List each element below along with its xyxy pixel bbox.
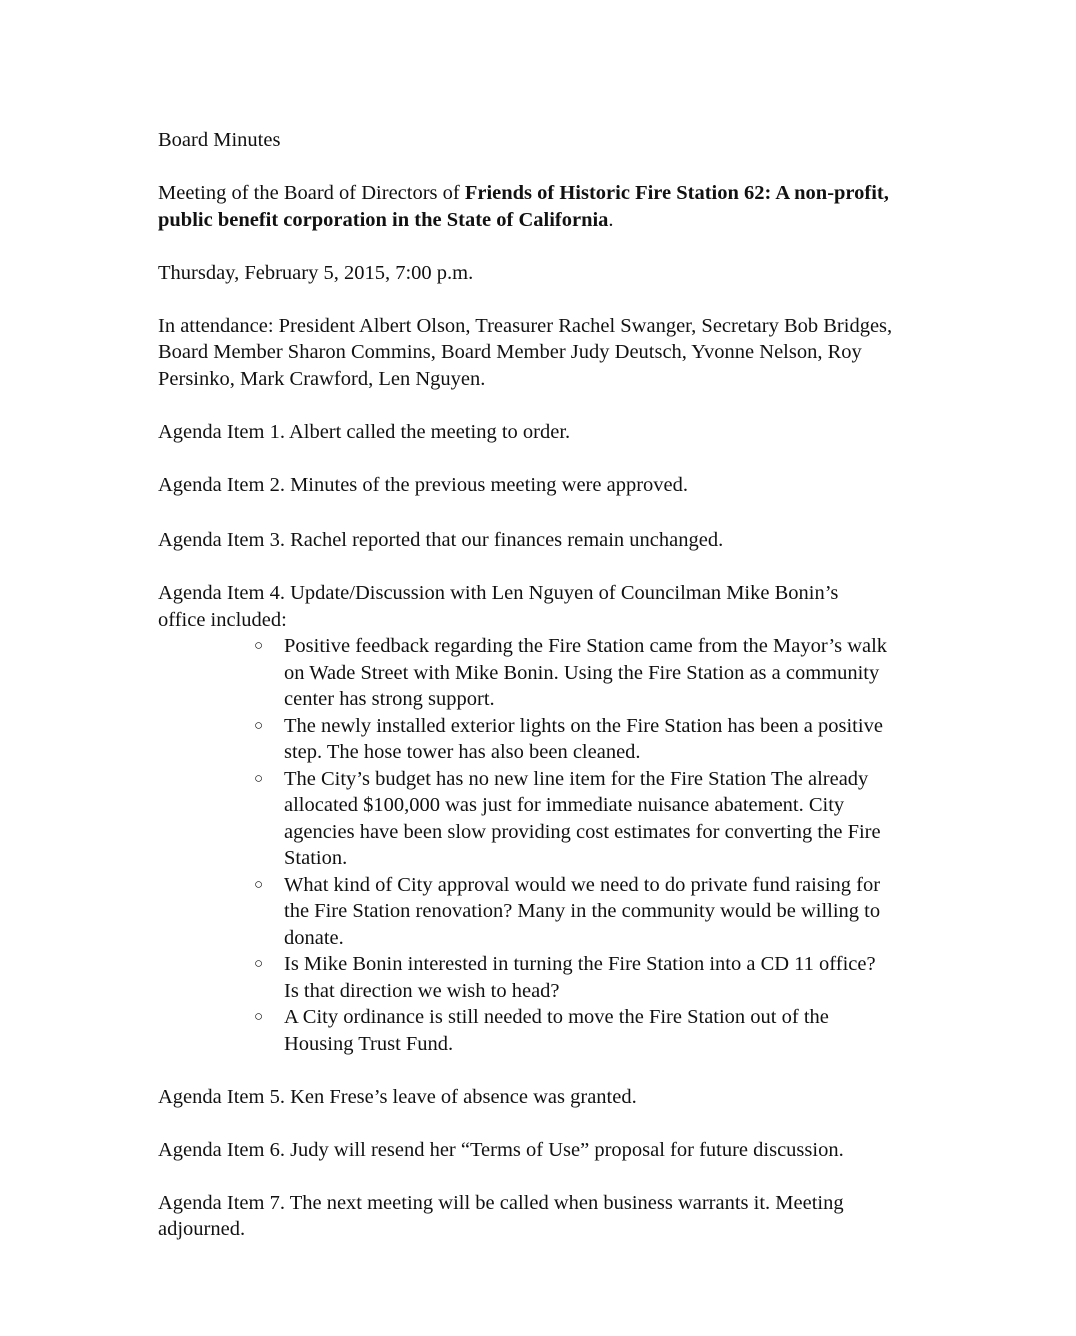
agenda-item-text: Agenda Item 6. Judy will resend her “Terms of Use” proposal for future discussion. [158, 1138, 844, 1161]
attendance-line: Persinko, Mark Crawford, Len Nguyen. [158, 367, 486, 390]
bullet-circle-icon: ○ [254, 638, 264, 654]
list-item-line: A City ordinance is still needed to move the Fire Station out of the [284, 1006, 829, 1028]
bullet-circle-icon: ○ [254, 717, 264, 734]
list-item-line: Station. [284, 847, 348, 869]
meeting-suffix: . [608, 208, 614, 231]
meeting-line-1 [158, 180, 958, 207]
agenda-item-6 [158, 1137, 958, 1164]
agenda-item-text: Agenda Item 2. Minutes of the previous meeting were approved. [158, 473, 688, 496]
list-item-line: What kind of City approval would we need to do private fund raising for [284, 873, 881, 896]
meeting-paragraph [158, 180, 958, 233]
list-item [254, 633, 958, 713]
list-item-line: donate. [284, 926, 344, 949]
agenda-item-text: Agenda Item 1. Albert called the meeting to order. [158, 420, 571, 443]
list-item-line: Is Mike Bonin interested in turning the Fire Station into a CD 11 office? [284, 953, 876, 975]
meeting-line-2 [158, 207, 958, 234]
agenda-item-text: Agenda Item 7. The next meeting will be called when business warrants it. Meeting [158, 1191, 844, 1214]
agenda-item-4 [158, 580, 958, 1057]
list-item-line: The City’s budget has no new line item for the Fire Station The already [284, 767, 869, 790]
agenda-item-text: office included: [158, 608, 287, 631]
list-item-line: allocated $100,000 was just for immediate nuisance abatement. City [284, 794, 845, 816]
organization-name-1: Friends of Historic Fire Station 62: A non-profit, [464, 182, 889, 204]
agenda-item-1 [158, 419, 958, 446]
list-item-line: The newly installed exterior lights on the Fire Station has been a positive [284, 714, 883, 737]
list-item [254, 713, 958, 766]
agenda-item-5 [158, 1084, 958, 1111]
agenda-item-text: Agenda Item 5. Ken Frese’s leave of absence was granted. [158, 1085, 637, 1108]
agenda-item-text: Agenda Item 3. Rachel reported that our finances remain unchanged. [158, 529, 724, 551]
agenda-item-text: adjourned. [158, 1218, 246, 1240]
list-item [254, 872, 958, 952]
attendance-line: In attendance: President Albert Olson, Treasurer Rachel Swanger, Secretary Bob Bridges, [158, 314, 893, 337]
agenda-item-3 [158, 527, 958, 554]
agenda-item-2 [158, 472, 958, 499]
attendance-paragraph [158, 313, 958, 393]
bullet-circle-icon: ○ [254, 956, 264, 972]
list-item-line: step. The hose tower has also been cleaned. [284, 741, 641, 763]
agenda-item-text: Agenda Item 4. Update/Discussion with Len Nguyen of Councilman Mike Bonin’s [158, 582, 839, 604]
list-item-line: the Fire Station renovation? Many in the community would be willing to [284, 900, 881, 922]
list-item-line: agencies have been slow providing cost estimates for converting the Fire [284, 820, 881, 843]
title-text: Board Minutes [158, 129, 281, 151]
meeting-prefix: Meeting of the Board of Directors of [158, 182, 465, 204]
list-item-line: Is that direction we wish to head? [284, 979, 560, 1002]
bullet-circle-icon: ○ [254, 770, 264, 787]
list-item [254, 951, 958, 1004]
date-text: Thursday, February 5, 2015, 7:00 p.m. [158, 261, 474, 284]
document-page [158, 127, 958, 1269]
list-item [254, 766, 958, 872]
attendance-line: Board Member Sharon Commins, Board Member Judy Deutsch, Yvonne Nelson, Roy [158, 341, 862, 363]
organization-name-2: public benefit corporation in the State of California [158, 208, 609, 231]
list-item-line: center has strong support. [284, 688, 495, 710]
list-item-line: Housing Trust Fund. [284, 1032, 454, 1055]
bullet-circle-icon: ○ [254, 876, 264, 893]
agenda-item-7 [158, 1190, 958, 1243]
list-item-line: Positive feedback regarding the Fire Station came from the Mayor’s walk [284, 635, 888, 657]
bullet-circle-icon: ○ [254, 1009, 264, 1025]
meeting-date [158, 260, 958, 287]
list-item-line: on Wade Street with Mike Bonin. Using the Fire Station as a community [284, 661, 880, 684]
document-title [158, 127, 958, 154]
list-item [254, 1004, 958, 1057]
discussion-list [158, 633, 958, 1057]
